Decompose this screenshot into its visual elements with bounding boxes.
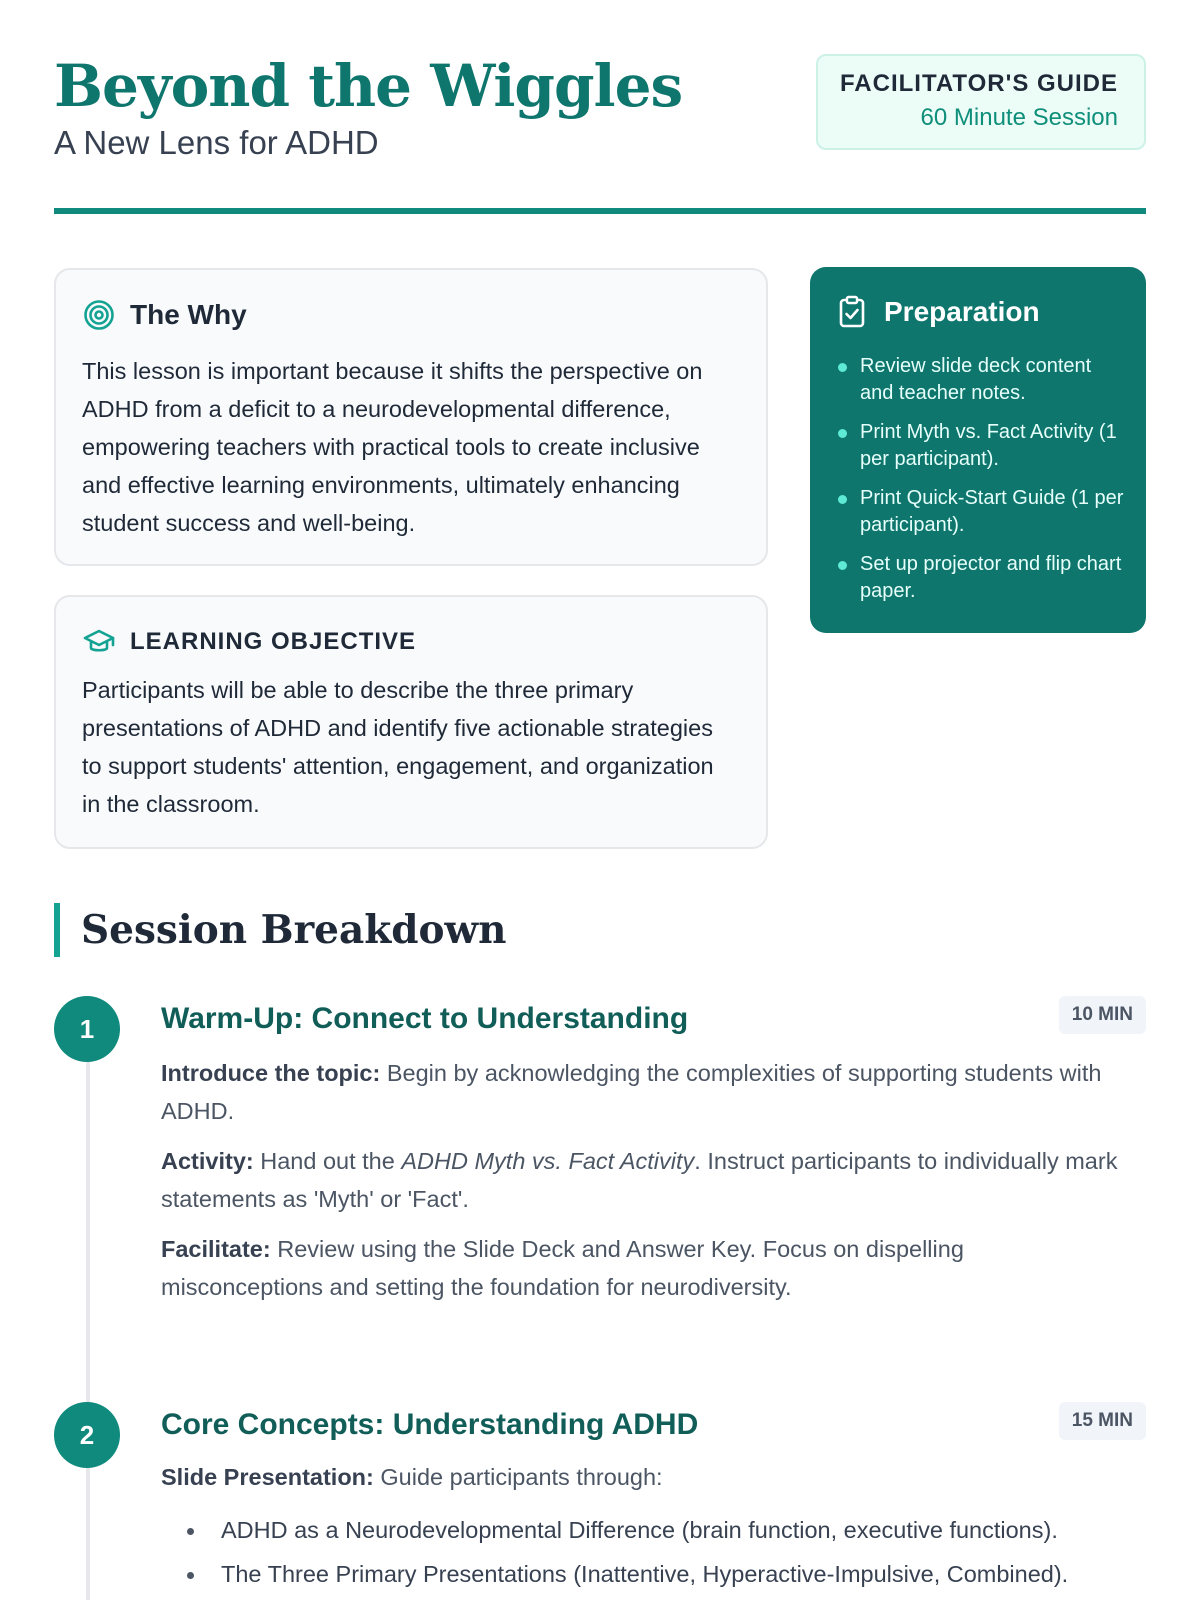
paragraph-label: Facilitate: [161, 1236, 271, 1262]
page-header [54, 0, 1146, 215]
page-title: Beyond the Wiggles [54, 52, 683, 120]
step-paragraph [161, 1458, 1124, 1496]
paragraph-text: Hand out the [253, 1148, 402, 1174]
preparation-item-text: Review slide deck content and teacher notes. [860, 355, 1092, 404]
concept-list [161, 1508, 1124, 1596]
step-duration-badge: 10 MIN [1059, 996, 1146, 1034]
step-paragraph [161, 1054, 1124, 1130]
header-divider [54, 208, 1146, 214]
page-subtitle: A New Lens for ADHD [54, 124, 379, 161]
step-title: Core Concepts: Understanding ADHD [161, 1408, 699, 1441]
why-header [82, 298, 247, 332]
objective-header [82, 625, 416, 659]
paragraph-label: Slide Presentation: [161, 1464, 374, 1490]
concept-item: ADHD as a Neurodevelopmental Difference (brain function, executive functions). [161, 1508, 1124, 1552]
why-card [54, 268, 768, 566]
step-number: 2 [54, 1402, 120, 1468]
step-title: Warm-Up: Connect to Understanding [161, 1002, 689, 1035]
why-text: This lesson is important because it shifts the perspective on ADHD from a deficit to a neurodevelopmental difference, empowering teachers with practical tools to create inclusive and effective learning environments, ultimately enhancing student success and well-being. [82, 358, 703, 536]
paragraph-text: . Instruct participants to individually mark statements as 'Myth' or 'Fact'. [161, 1148, 1118, 1212]
section-accent-bar [54, 903, 60, 957]
preparation-list [838, 353, 1124, 617]
guide-label: FACILITATOR'S GUIDE [839, 70, 1118, 97]
step-paragraph [161, 1142, 1124, 1218]
objective-card [54, 595, 768, 849]
preparation-item [838, 353, 1124, 407]
why-title: The Why [130, 299, 247, 330]
graduation-cap-icon [82, 625, 116, 659]
section-title: Session Breakdown [81, 907, 507, 953]
step-duration-badge: 15 MIN [1059, 1402, 1146, 1440]
session-breakdown-heading [54, 903, 654, 957]
step-body [161, 1054, 1124, 1318]
session-length: 60 Minute Session [920, 104, 1118, 131]
objective-title: LEARNING OBJECTIVE [130, 628, 417, 655]
preparation-item [838, 551, 1124, 605]
objective-text: Participants will be able to describe the three primary presentations of ADHD and identify five actionable strategies to support students' attention, engagement, and organization in the classroom. [82, 677, 714, 817]
paragraph-label: Activity: [161, 1148, 254, 1174]
preparation-panel [810, 267, 1146, 633]
bullet-dot [838, 561, 847, 570]
step-body [161, 1458, 1124, 1596]
preparation-header [838, 295, 1040, 329]
timeline-line [86, 1060, 90, 1600]
preparation-item-text: Print Myth vs. Fact Activity (1 per participant). [860, 421, 1117, 470]
bullet-dot [838, 363, 847, 372]
clipboard-check-icon [838, 295, 868, 329]
target-icon [82, 298, 116, 332]
step-number: 1 [54, 996, 120, 1062]
step-paragraph [161, 1230, 1124, 1306]
preparation-item [838, 485, 1124, 539]
preparation-title: Preparation [884, 296, 1040, 327]
concept-item: The Three Primary Presentations (Inattentive, Hyperactive-Impulsive, Combined). [161, 1552, 1124, 1596]
preparation-item-text: Set up projector and flip chart paper. [860, 553, 1122, 602]
bullet-dot [838, 495, 847, 504]
paragraph-label: Introduce the topic: [161, 1060, 381, 1086]
preparation-item-text: Print Quick-Start Guide (1 per participant). [860, 487, 1124, 536]
activity-name: ADHD Myth vs. Fact Activity [401, 1148, 695, 1174]
paragraph-text: Review using the Slide Deck and Answer Key. Focus on dispelling misconceptions and setting the foundation for neurodiversity. [161, 1236, 964, 1300]
paragraph-text: Begin by acknowledging the complexities of supporting students with ADHD. [161, 1060, 1102, 1124]
guide-badge [816, 54, 1146, 150]
paragraph-text: Guide participants through: [373, 1464, 663, 1490]
bullet-dot [838, 429, 847, 438]
preparation-item [838, 419, 1124, 473]
